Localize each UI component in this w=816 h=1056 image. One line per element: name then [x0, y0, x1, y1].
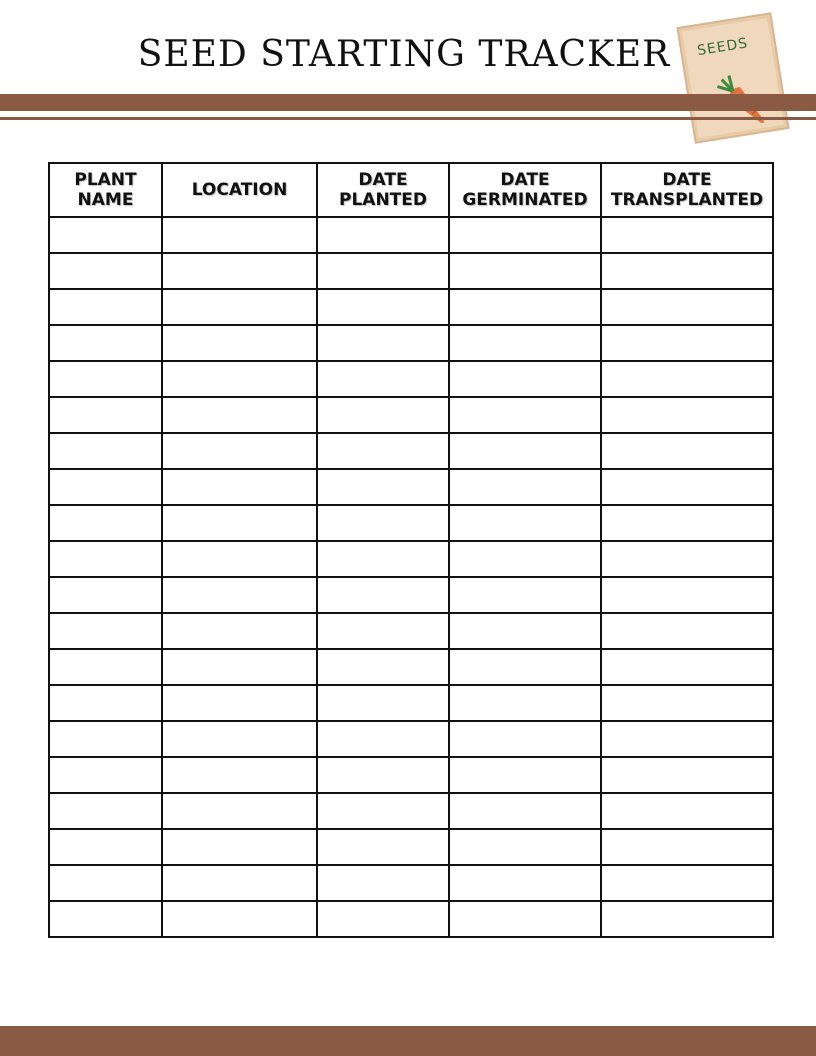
cell-date-planted[interactable] [317, 901, 449, 937]
cell-date-transplanted[interactable] [601, 865, 773, 901]
cell-location[interactable] [162, 721, 317, 757]
cell-plant-name[interactable] [49, 397, 162, 433]
header-location: LOCATION [162, 163, 317, 217]
table-row [49, 253, 773, 289]
cell-date-transplanted[interactable] [601, 721, 773, 757]
cell-location[interactable] [162, 289, 317, 325]
cell-plant-name[interactable] [49, 901, 162, 937]
cell-date-germinated[interactable] [449, 541, 601, 577]
footer-band [0, 1026, 816, 1056]
cell-date-planted[interactable] [317, 253, 449, 289]
cell-date-germinated[interactable] [449, 361, 601, 397]
cell-date-planted[interactable] [317, 325, 449, 361]
cell-plant-name[interactable] [49, 541, 162, 577]
cell-date-planted[interactable] [317, 829, 449, 865]
cell-location[interactable] [162, 865, 317, 901]
table-row [49, 613, 773, 649]
table-row [49, 685, 773, 721]
cell-date-transplanted[interactable] [601, 325, 773, 361]
cell-date-transplanted[interactable] [601, 541, 773, 577]
seed-packet-graphic [675, 11, 791, 145]
cell-plant-name[interactable] [49, 469, 162, 505]
cell-date-planted[interactable] [317, 505, 449, 541]
cell-date-germinated[interactable] [449, 433, 601, 469]
cell-date-transplanted[interactable] [601, 793, 773, 829]
cell-plant-name[interactable] [49, 289, 162, 325]
table-row [49, 397, 773, 433]
cell-plant-name[interactable] [49, 685, 162, 721]
cell-date-planted[interactable] [317, 289, 449, 325]
cell-plant-name[interactable] [49, 253, 162, 289]
cell-plant-name[interactable] [49, 757, 162, 793]
table-row [49, 541, 773, 577]
cell-date-transplanted[interactable] [601, 577, 773, 613]
cell-date-transplanted[interactable] [601, 757, 773, 793]
header-date-transplanted: DATE TRANSPLANTED [601, 163, 773, 217]
page-title: SEED STARTING TRACKER [137, 34, 671, 75]
table-row [49, 901, 773, 937]
cell-date-germinated[interactable] [449, 505, 601, 541]
cell-date-germinated[interactable] [449, 253, 601, 289]
cell-date-planted[interactable] [317, 757, 449, 793]
table-row [49, 469, 773, 505]
cell-date-transplanted[interactable] [601, 901, 773, 937]
cell-date-germinated[interactable] [449, 217, 601, 253]
cell-location[interactable] [162, 217, 317, 253]
table-row [49, 325, 773, 361]
cell-plant-name[interactable] [49, 721, 162, 757]
cell-date-transplanted[interactable] [601, 289, 773, 325]
cell-date-planted[interactable] [317, 649, 449, 685]
cell-location[interactable] [162, 757, 317, 793]
cell-date-planted[interactable] [317, 361, 449, 397]
cell-date-transplanted[interactable] [601, 361, 773, 397]
cell-location[interactable] [162, 901, 317, 937]
cell-date-germinated[interactable] [449, 649, 601, 685]
cell-date-germinated[interactable] [449, 613, 601, 649]
cell-plant-name[interactable] [49, 325, 162, 361]
table-row [49, 289, 773, 325]
cell-date-germinated[interactable] [449, 289, 601, 325]
seed-packet-label: SEEDS [696, 35, 750, 60]
cell-date-transplanted[interactable] [601, 469, 773, 505]
cell-plant-name[interactable] [49, 505, 162, 541]
cell-plant-name[interactable] [49, 793, 162, 829]
cell-date-transplanted[interactable] [601, 685, 773, 721]
table-row [49, 433, 773, 469]
table-header-row [49, 163, 773, 217]
cell-plant-name[interactable] [49, 217, 162, 253]
header-rule [0, 117, 816, 120]
cell-date-germinated[interactable] [449, 901, 601, 937]
cell-location[interactable] [162, 433, 317, 469]
cell-date-transplanted[interactable] [601, 649, 773, 685]
table-row [49, 829, 773, 865]
cell-date-transplanted[interactable] [601, 397, 773, 433]
cell-location[interactable] [162, 505, 317, 541]
table-row [49, 721, 773, 757]
cell-plant-name[interactable] [49, 649, 162, 685]
cell-date-germinated[interactable] [449, 469, 601, 505]
cell-location[interactable] [162, 397, 317, 433]
cell-plant-name[interactable] [49, 433, 162, 469]
cell-date-germinated[interactable] [449, 721, 601, 757]
table-body [49, 217, 773, 937]
cell-location[interactable] [162, 253, 317, 289]
table-row [49, 217, 773, 253]
cell-plant-name[interactable] [49, 613, 162, 649]
cell-date-germinated[interactable] [449, 865, 601, 901]
table-row [49, 577, 773, 613]
header-date-planted: DATE PLANTED [317, 163, 449, 217]
header-band [0, 94, 816, 111]
cell-date-germinated[interactable] [449, 757, 601, 793]
header-plant-name: PLANT NAME [49, 163, 162, 217]
cell-location[interactable] [162, 649, 317, 685]
cell-date-planted[interactable] [317, 793, 449, 829]
cell-date-transplanted[interactable] [601, 433, 773, 469]
cell-date-transplanted[interactable] [601, 253, 773, 289]
cell-location[interactable] [162, 613, 317, 649]
cell-date-planted[interactable] [317, 541, 449, 577]
cell-date-planted[interactable] [317, 613, 449, 649]
cell-date-germinated[interactable] [449, 397, 601, 433]
cell-plant-name[interactable] [49, 577, 162, 613]
cell-date-germinated[interactable] [449, 577, 601, 613]
cell-date-germinated[interactable] [449, 325, 601, 361]
cell-location[interactable] [162, 793, 317, 829]
cell-location[interactable] [162, 469, 317, 505]
cell-date-planted[interactable] [317, 721, 449, 757]
cell-date-transplanted[interactable] [601, 217, 773, 253]
cell-plant-name[interactable] [49, 361, 162, 397]
cell-date-germinated[interactable] [449, 793, 601, 829]
header-date-germinated: DATE GERMINATED [449, 163, 601, 217]
table-row [49, 793, 773, 829]
cell-date-germinated[interactable] [449, 829, 601, 865]
cell-date-germinated[interactable] [449, 685, 601, 721]
cell-location[interactable] [162, 361, 317, 397]
cell-date-planted[interactable] [317, 577, 449, 613]
table-row [49, 361, 773, 397]
cell-location[interactable] [162, 685, 317, 721]
table-row [49, 757, 773, 793]
seed-packet-icon [675, 11, 791, 145]
cell-plant-name[interactable] [49, 829, 162, 865]
seed-tracker-table [48, 162, 774, 938]
cell-plant-name[interactable] [49, 865, 162, 901]
cell-date-planted[interactable] [317, 433, 449, 469]
cell-date-planted[interactable] [317, 217, 449, 253]
cell-date-planted[interactable] [317, 685, 449, 721]
cell-date-transplanted[interactable] [601, 505, 773, 541]
cell-location[interactable] [162, 541, 317, 577]
table-row [49, 649, 773, 685]
cell-date-transplanted[interactable] [601, 613, 773, 649]
cell-date-planted[interactable] [317, 865, 449, 901]
table-row [49, 865, 773, 901]
cell-location[interactable] [162, 829, 317, 865]
cell-location[interactable] [162, 325, 317, 361]
cell-location[interactable] [162, 577, 317, 613]
cell-date-transplanted[interactable] [601, 829, 773, 865]
cell-date-planted[interactable] [317, 397, 449, 433]
cell-date-planted[interactable] [317, 469, 449, 505]
table-row [49, 505, 773, 541]
